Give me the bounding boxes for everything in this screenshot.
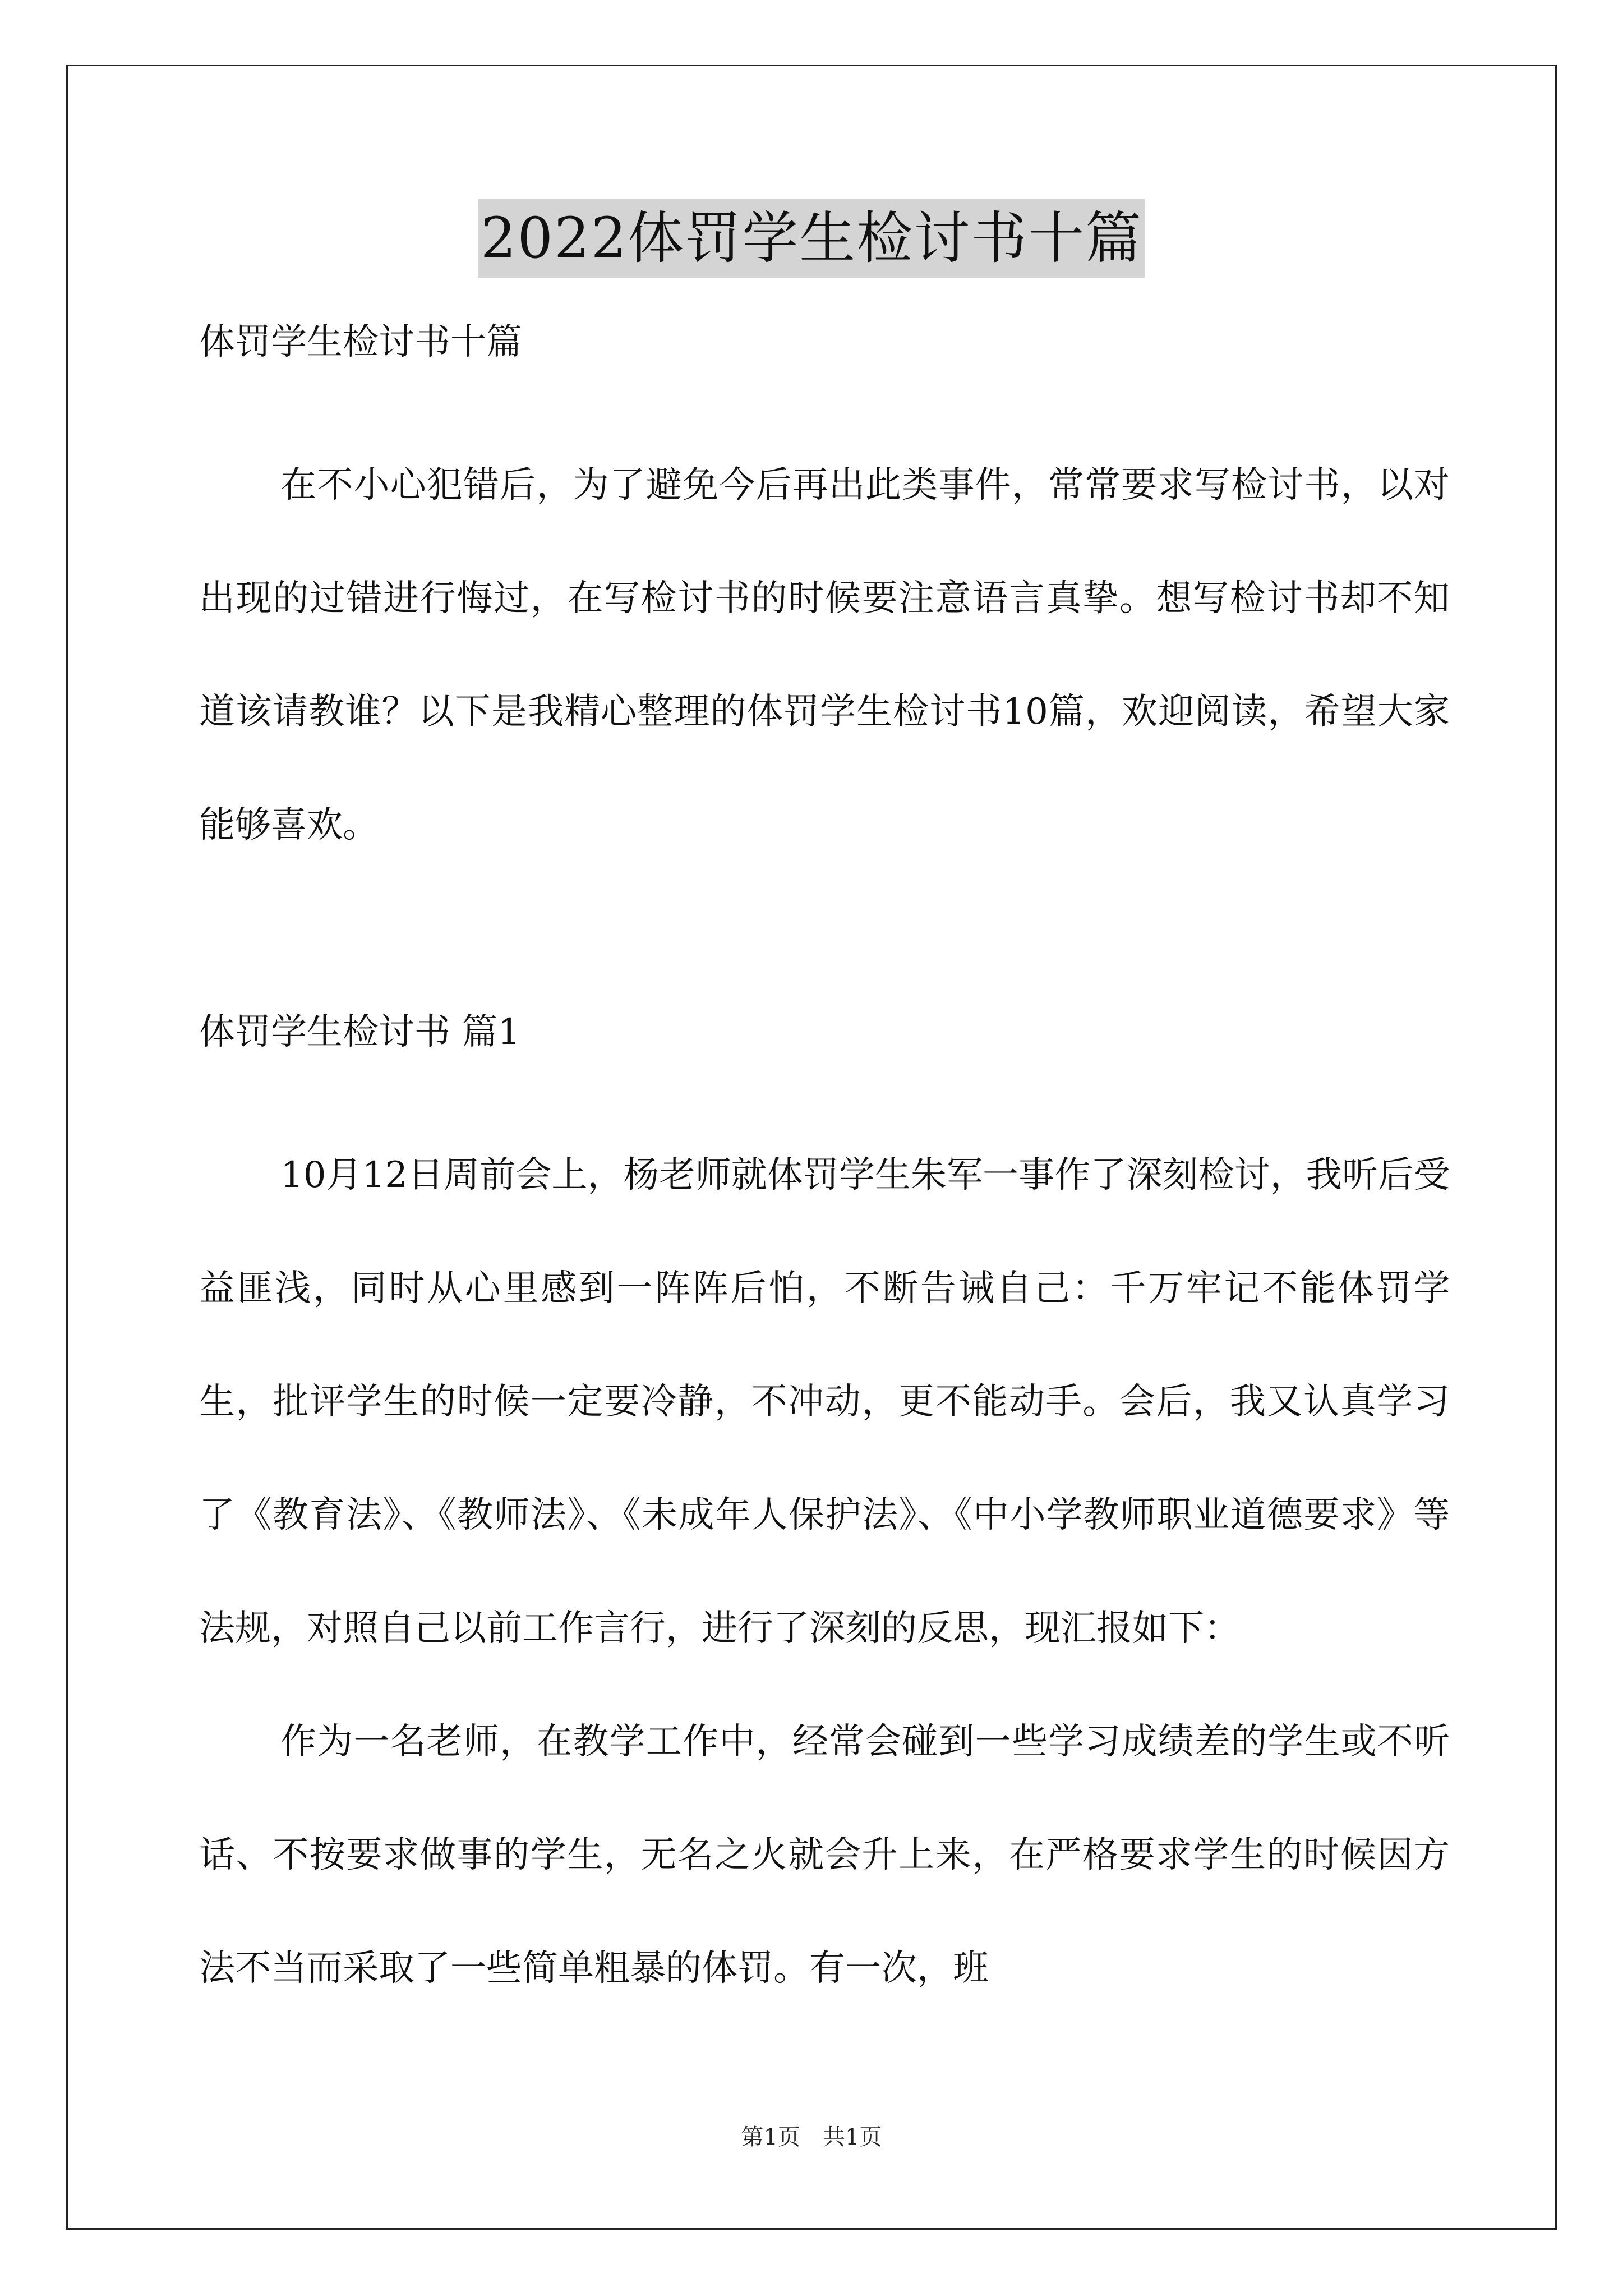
document-subtitle: 体罚学生检讨书十篇 — [199, 321, 522, 363]
document-title: 2022体罚学生检讨书十篇 — [478, 199, 1145, 278]
page-footer: 第1页 共1页 — [741, 2124, 882, 2150]
body-paragraph: 作为一名老师，在教学工作中，经常会碰到一些学习成绩差的学生或不听话、不按要求做事的学生，无名之火就会升上来，在严格要求学生的时候因方法不当而采取了一些简单粗暴的体罚。有一次，班 — [199, 1721, 1450, 1989]
section-heading: 体罚学生检讨书 篇1 — [199, 1011, 521, 1053]
body-paragraph: 10月12日周前会上，杨老师就体罚学生朱军一事作了深刻检讨，我听后受益匪浅，同时从心里感到一阵阵后怕，不断告诫自己：千万牢记不能体罚学生，批评学生的时候一定要冷静，不冲动，更不能动手。会后，我又认真学习了《教育法》、《教师法》、《未成年人保护法》、《中小学教师职业道德要求》等法规，对照自己以前工作言行，进行了深刻的反思，现汇报如下： — [199, 1154, 1450, 1649]
document-body — [199, 314, 1450, 2025]
title-wrap — [0, 199, 1623, 278]
intro-paragraph: 在不小心犯错后，为了避免今后再出此类事件，常常要求写检讨书，以对出现的过错进行悔过，在写检讨书的时候要注意语言真挚。想写检讨书却不知道该请教谁？以下是我精心整理的体罚学生检讨书10篇，欢迎阅读，希望大家能够喜欢。 — [199, 464, 1450, 846]
